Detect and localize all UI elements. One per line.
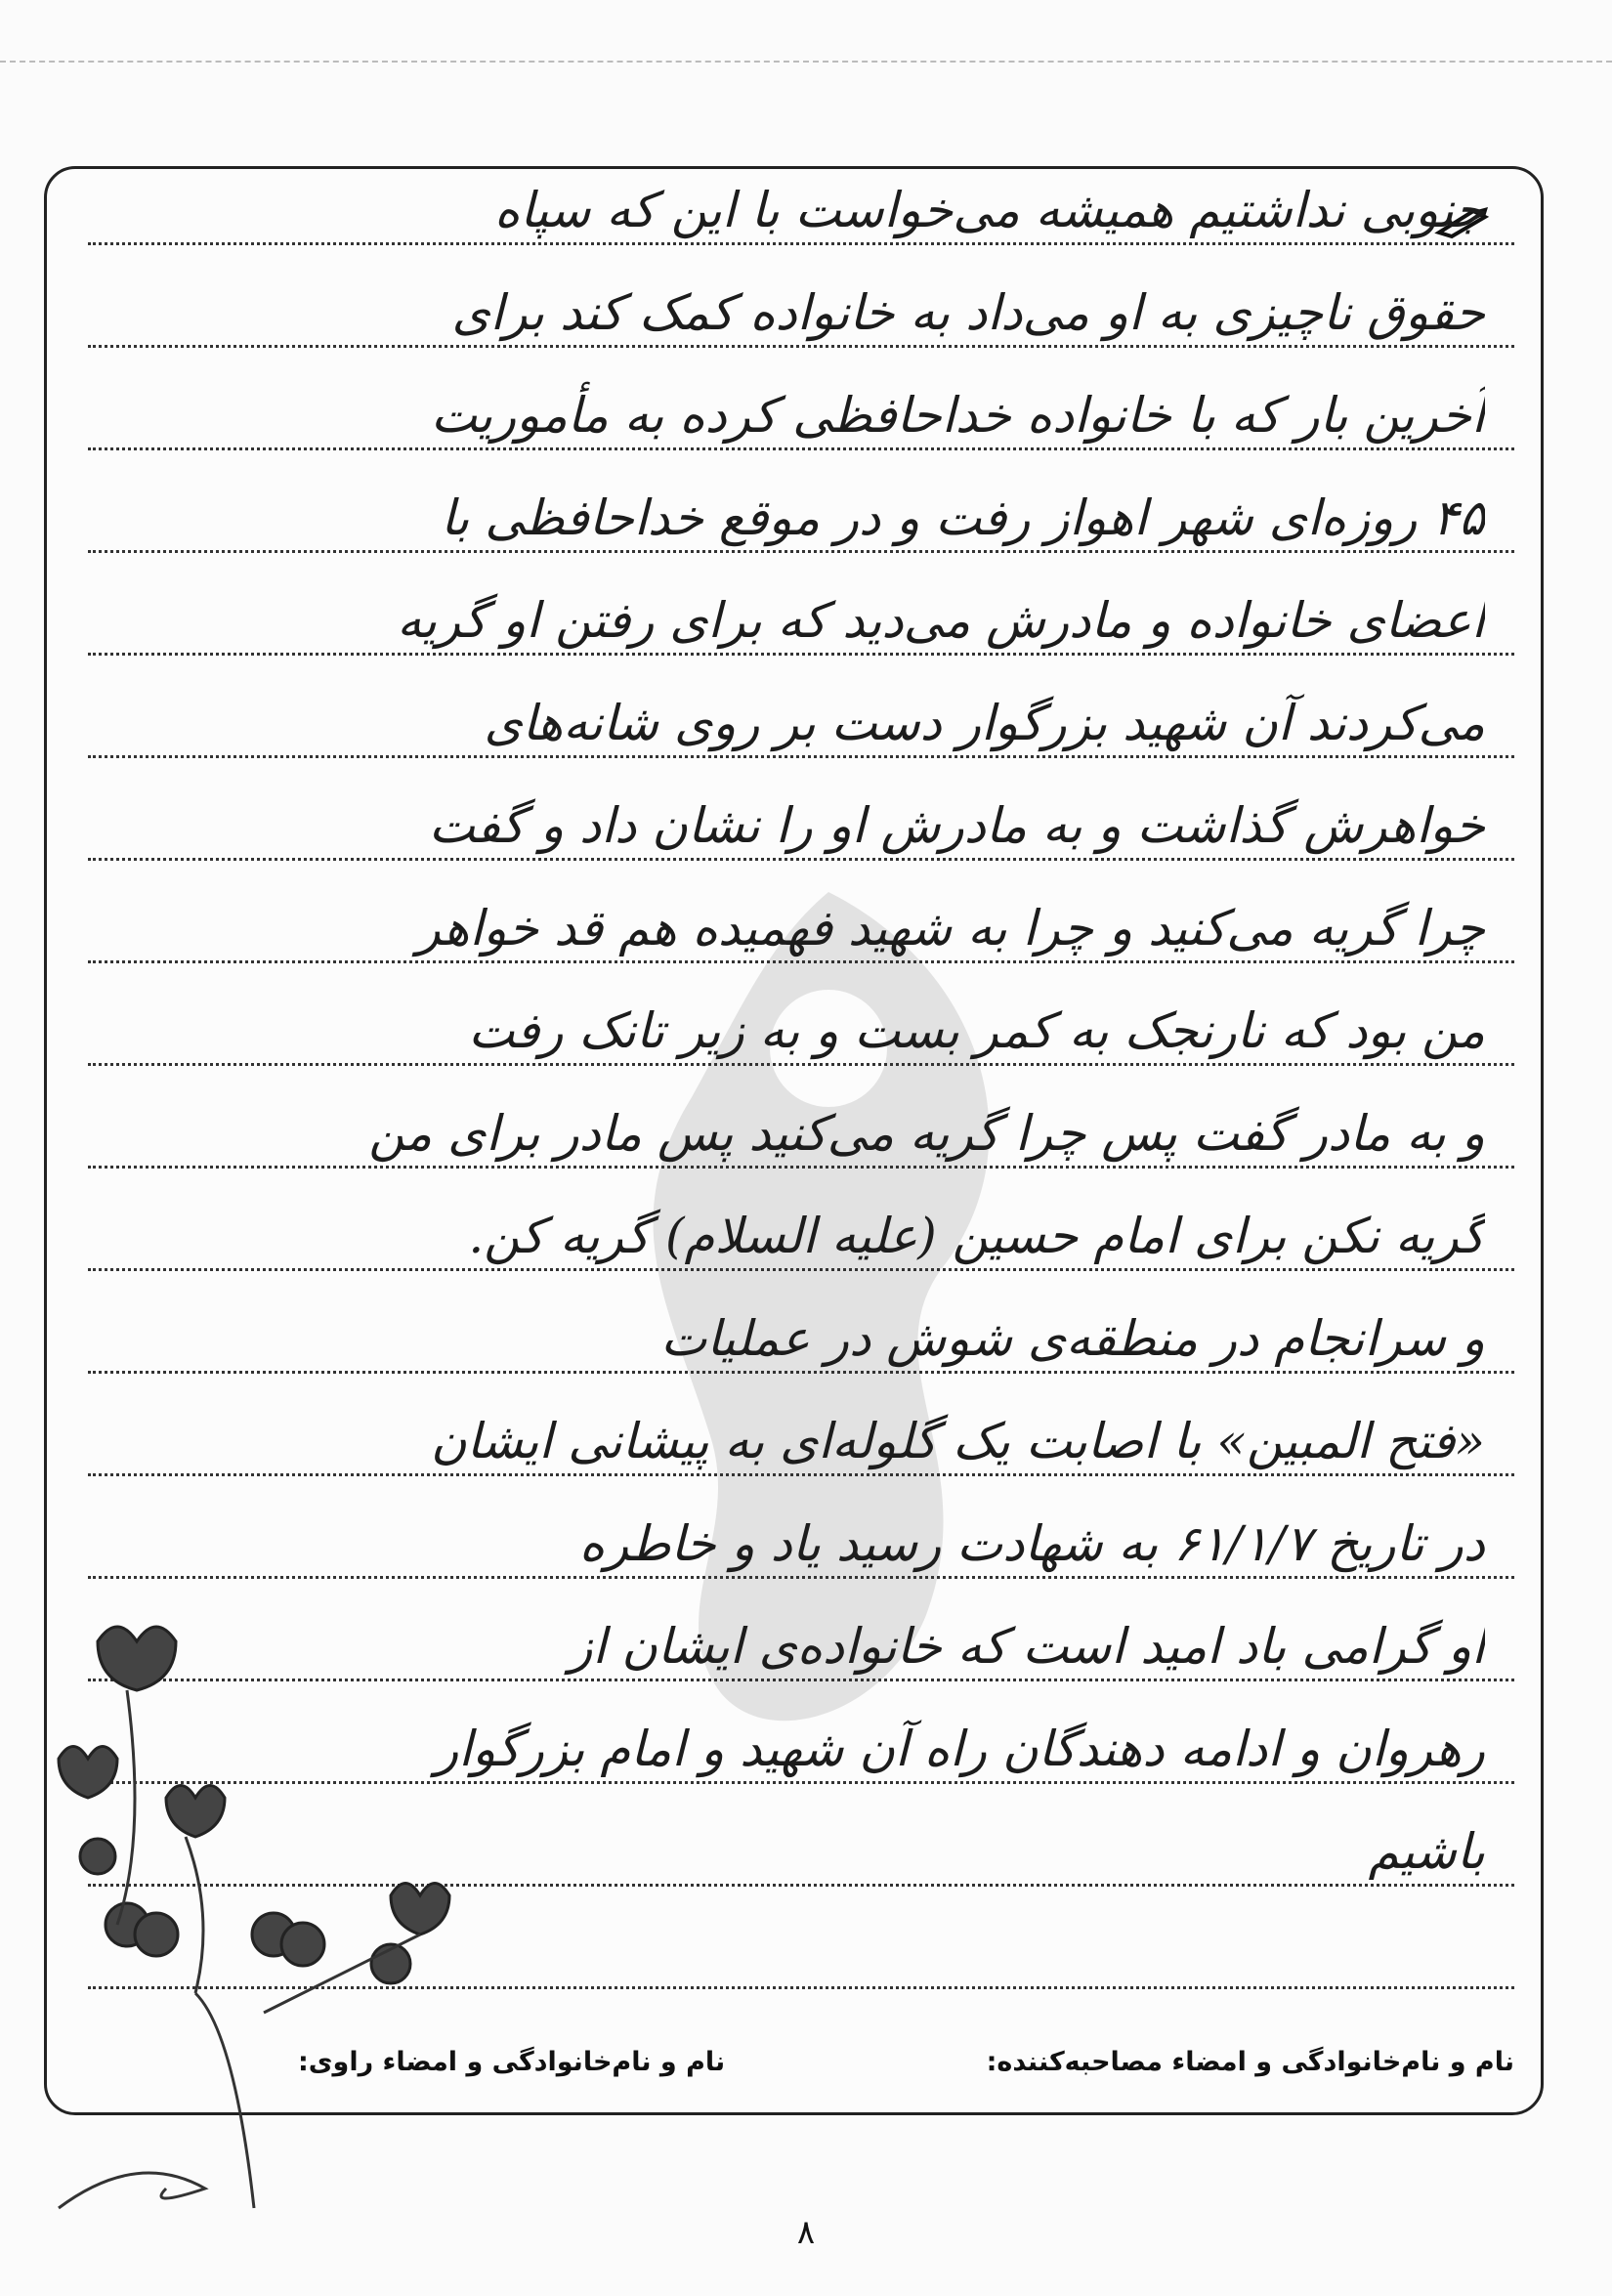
top-dashed-edge xyxy=(0,61,1612,63)
handwriting-line: باشیم xyxy=(1368,1823,1485,1880)
handwriting-line: جنوبی نداشتیم همیشه می‌خواست با این که سپاه xyxy=(494,182,1485,238)
flower-doodle-icon xyxy=(39,1602,469,2228)
interviewer-signature-label: نام و نام‌خانوادگی و امضاء مصاحبه‌کننده: xyxy=(986,2047,1514,2077)
handwriting-line: اعضای خانواده و مادرش می‌دید که برای رفتن او گریه xyxy=(397,592,1485,649)
handwriting-line: گریه نکن برای امام حسین (علیه السلام) گریه کن. xyxy=(468,1208,1485,1264)
handwriting-line: «فتح المبین» با اصابت یک گلوله‌ای به پیشانی ایشان xyxy=(430,1413,1485,1469)
handwriting-line: من بود که نارنجک به کمر بست و به زیر تانک رفت xyxy=(468,1002,1485,1059)
handwriting-line: خواهرش گذاشت و به مادرش او را نشان داد و گفت xyxy=(428,797,1485,854)
handwriting-line: می‌کردند آن شهید بزرگوار دست بر روی شانه‌های xyxy=(484,695,1485,751)
handwriting-line: و سرانجام در منطقه‌ی شوش در عملیات xyxy=(660,1310,1485,1367)
handwriting-line: رهروان و ادامه دهندگان راه آن شهید و امام بزرگوار xyxy=(435,1721,1485,1777)
handwriting-line: و به مادر گفت پس چرا گریه می‌کنید پس مادر برای من xyxy=(368,1105,1485,1162)
handwriting-line: آخرین بار که با خانواده خداحافظی کرده به مأموریت xyxy=(431,387,1485,444)
handwriting-line: چرا گریه می‌کنید و چرا به شهید فهمیده هم قد خواهر xyxy=(416,900,1485,957)
page-number: ۸ xyxy=(796,2213,816,2252)
handwriting-line: حقوق ناچیزی به او می‌داد به خانواده کمک کند برای xyxy=(451,284,1485,341)
narrator-signature-label: نام و نام‌خانوادگی و امضاء راوی: xyxy=(298,2047,726,2077)
handwriting-line: او گرامی باد امید است که خانواده‌ی ایشان از xyxy=(569,1618,1485,1675)
handwriting-line: در تاریخ ۶۱/۱/۷ به شهادت رسید یاد و خاطره xyxy=(578,1515,1485,1572)
handwriting-line: ۴۵ روزه‌ای شهر اهواز رفت و در موقع خداحافظی با xyxy=(441,489,1485,546)
